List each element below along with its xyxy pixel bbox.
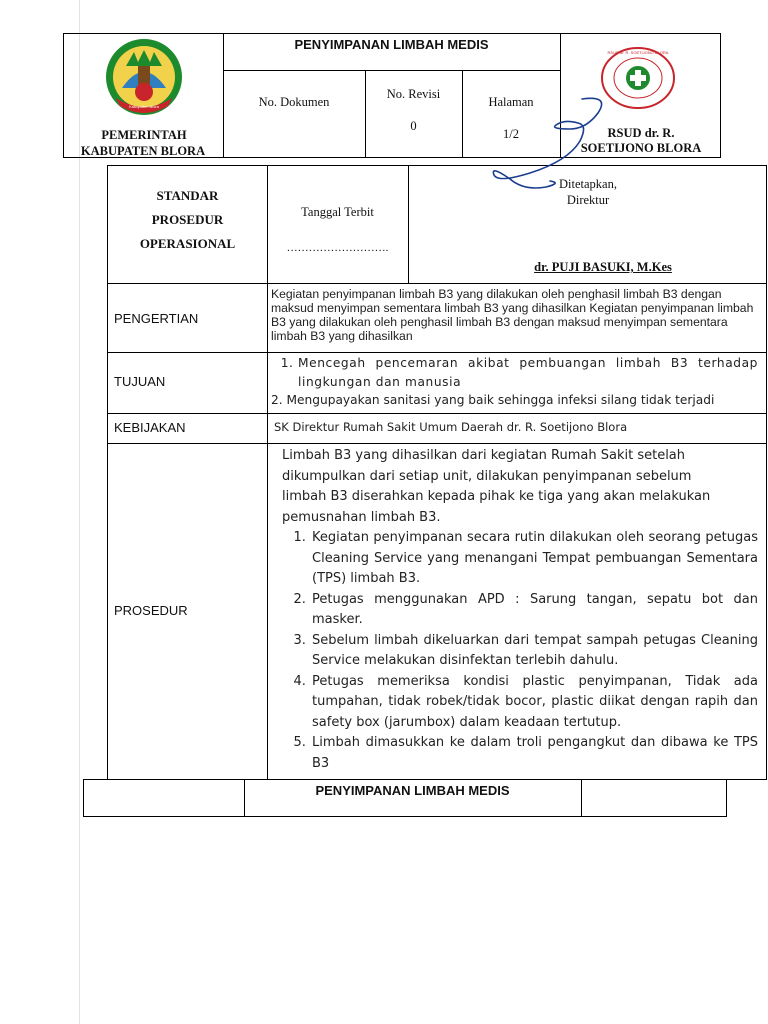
sop-title-line1: STANDAR	[156, 188, 219, 203]
document-header	[63, 33, 721, 158]
prosedur-step: 5. Limbah dimasukkan ke dalam troli pengangkut dan dibawa ke TPS B3	[310, 733, 758, 774]
kebijakan-text: SK Direktur Rumah Sakit Umum Daerah dr. R. Soetijono Blora	[274, 420, 628, 434]
sop-table	[107, 165, 767, 780]
divider	[108, 283, 766, 284]
doc-number-label: No. Dokumen	[258, 95, 330, 109]
footer-title: PENYIMPANAN LIMBAH MEDIS	[315, 783, 510, 798]
issue-date-value: ……………………….	[286, 242, 389, 254]
prosedur-step: 4. Petugas memeriksa kondisi plastic penyimpanan, Tidak ada tumpahan, tidak robek/tidak bocor, plastic diikat dengan rapih dan safety box (jarumbox) dalam keadaan tertutup.	[310, 672, 758, 734]
divider	[408, 166, 409, 283]
prosedur-step: 3. Sebelum limbah dikeluarkan dari tempat sampah petugas Cleaning Service melakukan disinfektan terlebih dahulu.	[310, 631, 758, 672]
divider	[108, 443, 766, 444]
divider	[581, 780, 582, 816]
tujuan-list	[271, 354, 758, 410]
prosedur-label: PROSEDUR	[114, 603, 188, 618]
pengertian-label: PENGERTIAN	[114, 311, 199, 326]
header-title: PENYIMPANAN LIMBAH MEDIS	[294, 37, 489, 52]
divider	[108, 413, 766, 414]
divider	[365, 70, 366, 157]
sop-title-line2: PROSEDUR	[151, 212, 224, 227]
approved-label: Ditetapkan,	[559, 177, 617, 191]
logo-right-caption: RSUD dr. R. SOETIJONO BLORA	[607, 50, 669, 55]
right-org-line1: RSUD dr. R.	[607, 126, 675, 140]
kebijakan-label: KEBIJAKAN	[114, 420, 186, 435]
document-footer	[83, 779, 727, 817]
issue-date-label: Tanggal Terbit	[301, 205, 374, 219]
prosedur-step: 1. Kegiatan penyimpanan secara rutin dilakukan oleh seorang petugas Cleaning Service yang menangani Tempat pembuangan Sementara (TPS) limbah B3.	[310, 528, 758, 590]
tujuan-item: 1. Mencegah pencemaran akibat pembuangan limbah B3 terhadap lingkungan dan manusia	[298, 354, 758, 391]
page-label: Halaman	[488, 95, 534, 109]
tujuan-item: 2. Mengupayakan sanitasi yang baik sehingga infeksi silang tidak terjadi	[271, 391, 758, 410]
left-org-line2: KABUPATEN BLORA	[80, 144, 206, 158]
director-name: dr. PUJI BASUKI, M.Kes	[534, 260, 672, 274]
divider	[223, 70, 560, 71]
rsud-logo	[599, 46, 677, 110]
prosedur-content	[282, 446, 758, 774]
prosedur-intro: Limbah B3 yang dihasilkan dari kegiatan Rumah Sakit setelah dikumpulkan dari setiap unit, dilakukan penyimpanan sebelum limbah B3 diserahkan kepada pihak ke tiga yang akan melakukan pemusnahan limbah B3.	[282, 448, 711, 525]
sop-title-line3: OPERASIONAL	[139, 236, 236, 251]
prosedur-step: 2. Petugas menggunakan APD : Sarung tangan, sepatu bot dan masker.	[310, 590, 758, 631]
page-value: 1/2	[503, 127, 519, 141]
tujuan-label: TUJUAN	[114, 374, 166, 389]
divider	[267, 166, 268, 779]
pengertian-text: Kegiatan penyimpanan limbah B3 yang dilakukan oleh penghasil limbah B3 dengan maksud menyimpan sementara limbah B3 yang dihasilkan Kegiatan penyimpanan limbah B3 yang dilakukan oleh penghasil limbah B3 dengan maksud menyimpan sementara limbah B3 yang dihasilkan	[271, 287, 754, 343]
approved-role: Direktur	[566, 193, 610, 207]
divider	[108, 352, 766, 353]
divider	[462, 70, 463, 157]
revision-label: No. Revisi	[386, 87, 441, 101]
logo-left-caption: Kabupaten Blora	[129, 104, 159, 109]
kabupaten-blora-logo	[102, 36, 186, 122]
revision-value: 0	[410, 119, 417, 133]
right-org-line2: SOETIJONO BLORA	[580, 141, 702, 155]
left-org-line1: PEMERINTAH	[101, 128, 187, 142]
